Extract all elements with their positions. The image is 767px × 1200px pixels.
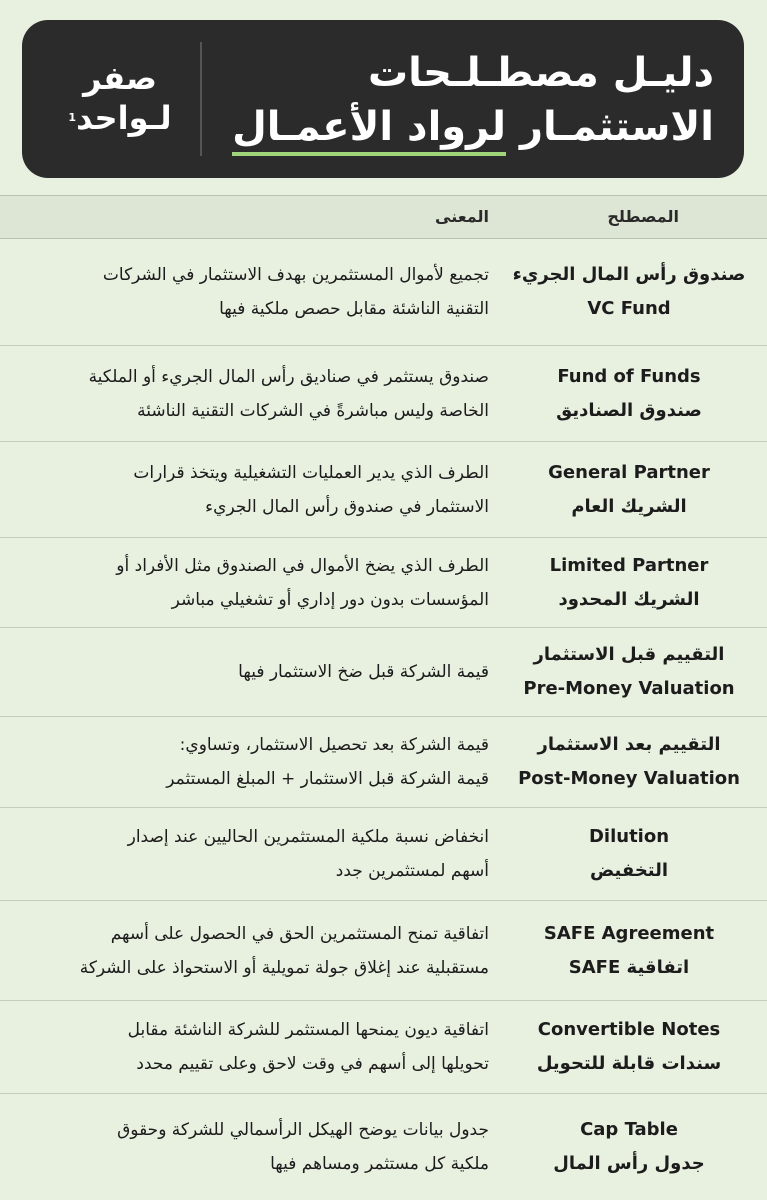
logo-line-2 bbox=[62, 98, 178, 138]
meaning-cell bbox=[29, 808, 489, 900]
meaning-line-2: مستقبلية عند إغلاق جولة تمويلية أو الاستحواذ على الشركة bbox=[79, 957, 489, 978]
table-row bbox=[0, 346, 767, 442]
meaning-line-2: المؤسسات بدون دور إداري أو تشغيلي مباشر bbox=[171, 589, 489, 610]
meaning-cell bbox=[29, 442, 489, 537]
term-line-2: Pre-Money Valuation bbox=[523, 678, 735, 699]
title-line-2-part1: الاستثمـار bbox=[506, 104, 714, 150]
meaning-line-2: تحويلها إلى أسهم في وقت لاحق وعلى تقييم محدد bbox=[136, 1054, 489, 1074]
term-line-1: Limited Partner bbox=[549, 554, 709, 576]
meaning-line-2: الاستثمار في صندوق رأس المال الجريء bbox=[205, 496, 489, 517]
term-line-2: صندوق الصناديق bbox=[556, 399, 702, 421]
title-line-1: دليـل مصطـلـحات bbox=[367, 50, 714, 96]
meaning-line-1: قيمة الشركة بعد تحصيل الاستثمار، وتساوي: bbox=[179, 735, 489, 755]
title-highlight: لرواد الأعمـال bbox=[232, 104, 506, 156]
meaning-line-2: ملكية كل مستثمر ومساهم فيها bbox=[270, 1154, 489, 1174]
meaning-line-2: قيمة الشركة قبل الاستثمار + المبلغ المستثمر bbox=[166, 769, 489, 789]
logo-line-1: صفر bbox=[83, 59, 157, 97]
meaning-line-1: اتفاقية ديون يمنحها المستثمر للشركة الناشئة مقابل bbox=[127, 1020, 489, 1040]
table-header bbox=[0, 195, 767, 239]
term-line-2: التخفيض bbox=[589, 860, 669, 881]
term-cell bbox=[509, 901, 749, 1000]
term-cell bbox=[509, 808, 749, 900]
meaning-cell bbox=[29, 717, 489, 807]
title-line-2 bbox=[232, 100, 714, 154]
meaning-cell bbox=[29, 901, 489, 1000]
meaning-cell bbox=[29, 1094, 489, 1200]
meaning-line-1: انخفاض نسبة ملكية المستثمرين الحاليين عند إصدار bbox=[127, 827, 489, 847]
term-line-1: Dilution bbox=[588, 826, 670, 847]
term-line-2: الشريك العام bbox=[571, 495, 687, 517]
term-line-2: الشريك المحدود bbox=[558, 588, 700, 610]
term-line-2: اتفاقية SAFE bbox=[568, 956, 690, 978]
meaning-line-1: الطرف الذي يضخ الأموال في الصندوق مثل الأفراد أو bbox=[116, 555, 489, 576]
term-cell bbox=[509, 239, 749, 345]
term-cell bbox=[509, 442, 749, 537]
table-row bbox=[0, 628, 767, 717]
term-line-1: التقييم قبل الاستثمار bbox=[533, 644, 725, 665]
term-line-1: General Partner bbox=[548, 461, 710, 483]
term-cell bbox=[509, 538, 749, 627]
meaning-cell bbox=[29, 239, 489, 345]
meaning-line-1: اتفاقية تمنح المستثمرين الحق في الحصول على أسهم bbox=[110, 923, 489, 944]
meaning-line-2: التقنية الناشئة مقابل حصص ملكية فيها bbox=[219, 299, 489, 319]
table-row bbox=[0, 1094, 767, 1200]
term-cell bbox=[509, 1001, 749, 1093]
term-line-2: سندات قابلة للتحويل bbox=[536, 1053, 722, 1074]
term-line-1: SAFE Agreement bbox=[543, 922, 715, 944]
term-cell bbox=[509, 1094, 749, 1200]
meaning-line-1: الطرف الذي يدير العمليات التشغيلية ويتخذ قرارات bbox=[133, 462, 489, 483]
header-divider bbox=[200, 42, 202, 156]
term-cell bbox=[509, 346, 749, 441]
term-cell bbox=[509, 717, 749, 807]
meaning-line-1: تجميع لأموال المستثمرين بهدف الاستثمار في الشركات bbox=[102, 265, 489, 285]
meaning-cell bbox=[29, 628, 489, 716]
meaning-line-2: أسهم لمستثمرين جدد bbox=[335, 861, 489, 881]
term-line-1: Cap Table bbox=[580, 1119, 678, 1140]
header-banner bbox=[22, 20, 744, 178]
term-line-1: التقييم بعد الاستثمار bbox=[537, 734, 721, 755]
glossary-table bbox=[0, 239, 767, 1200]
brand-logo bbox=[62, 58, 178, 138]
term-line-1: صندوق رأس المال الجريء bbox=[512, 264, 746, 285]
meaning-line-1: قيمة الشركة قبل ضخ الاستثمار فيها bbox=[238, 662, 489, 682]
term-line-2: جدول رأس المال bbox=[553, 1153, 705, 1174]
term-cell bbox=[509, 628, 749, 716]
header-meaning: المعنى bbox=[435, 207, 489, 226]
table-row bbox=[0, 239, 767, 346]
term-line-2: Post-Money Valuation bbox=[518, 768, 740, 789]
meaning-cell bbox=[29, 1001, 489, 1093]
header-term: المصطلح bbox=[607, 207, 679, 226]
meaning-cell bbox=[29, 538, 489, 627]
meaning-line-2: الخاصة وليس مباشرةً في الشركات التقنية الناشئة bbox=[137, 400, 489, 421]
table-row bbox=[0, 717, 767, 808]
logo-line-2-text: لـواحد bbox=[76, 99, 172, 137]
meaning-cell bbox=[29, 346, 489, 441]
term-line-1: Fund of Funds bbox=[557, 365, 701, 387]
table-row bbox=[0, 538, 767, 628]
page-title bbox=[232, 46, 714, 154]
table-row bbox=[0, 808, 767, 901]
table-row bbox=[0, 901, 767, 1001]
term-line-2: VC Fund bbox=[587, 298, 671, 319]
table-row bbox=[0, 442, 767, 538]
meaning-line-1: صندوق يستثمر في صناديق رأس المال الجريء أو الملكية bbox=[88, 366, 489, 387]
term-line-1: Convertible Notes bbox=[537, 1019, 721, 1040]
meaning-line-1: جدول بيانات يوضح الهيكل الرأسمالي للشركة وحقوق bbox=[117, 1120, 489, 1140]
table-row bbox=[0, 1001, 767, 1094]
logo-mark: 1 bbox=[68, 111, 77, 124]
